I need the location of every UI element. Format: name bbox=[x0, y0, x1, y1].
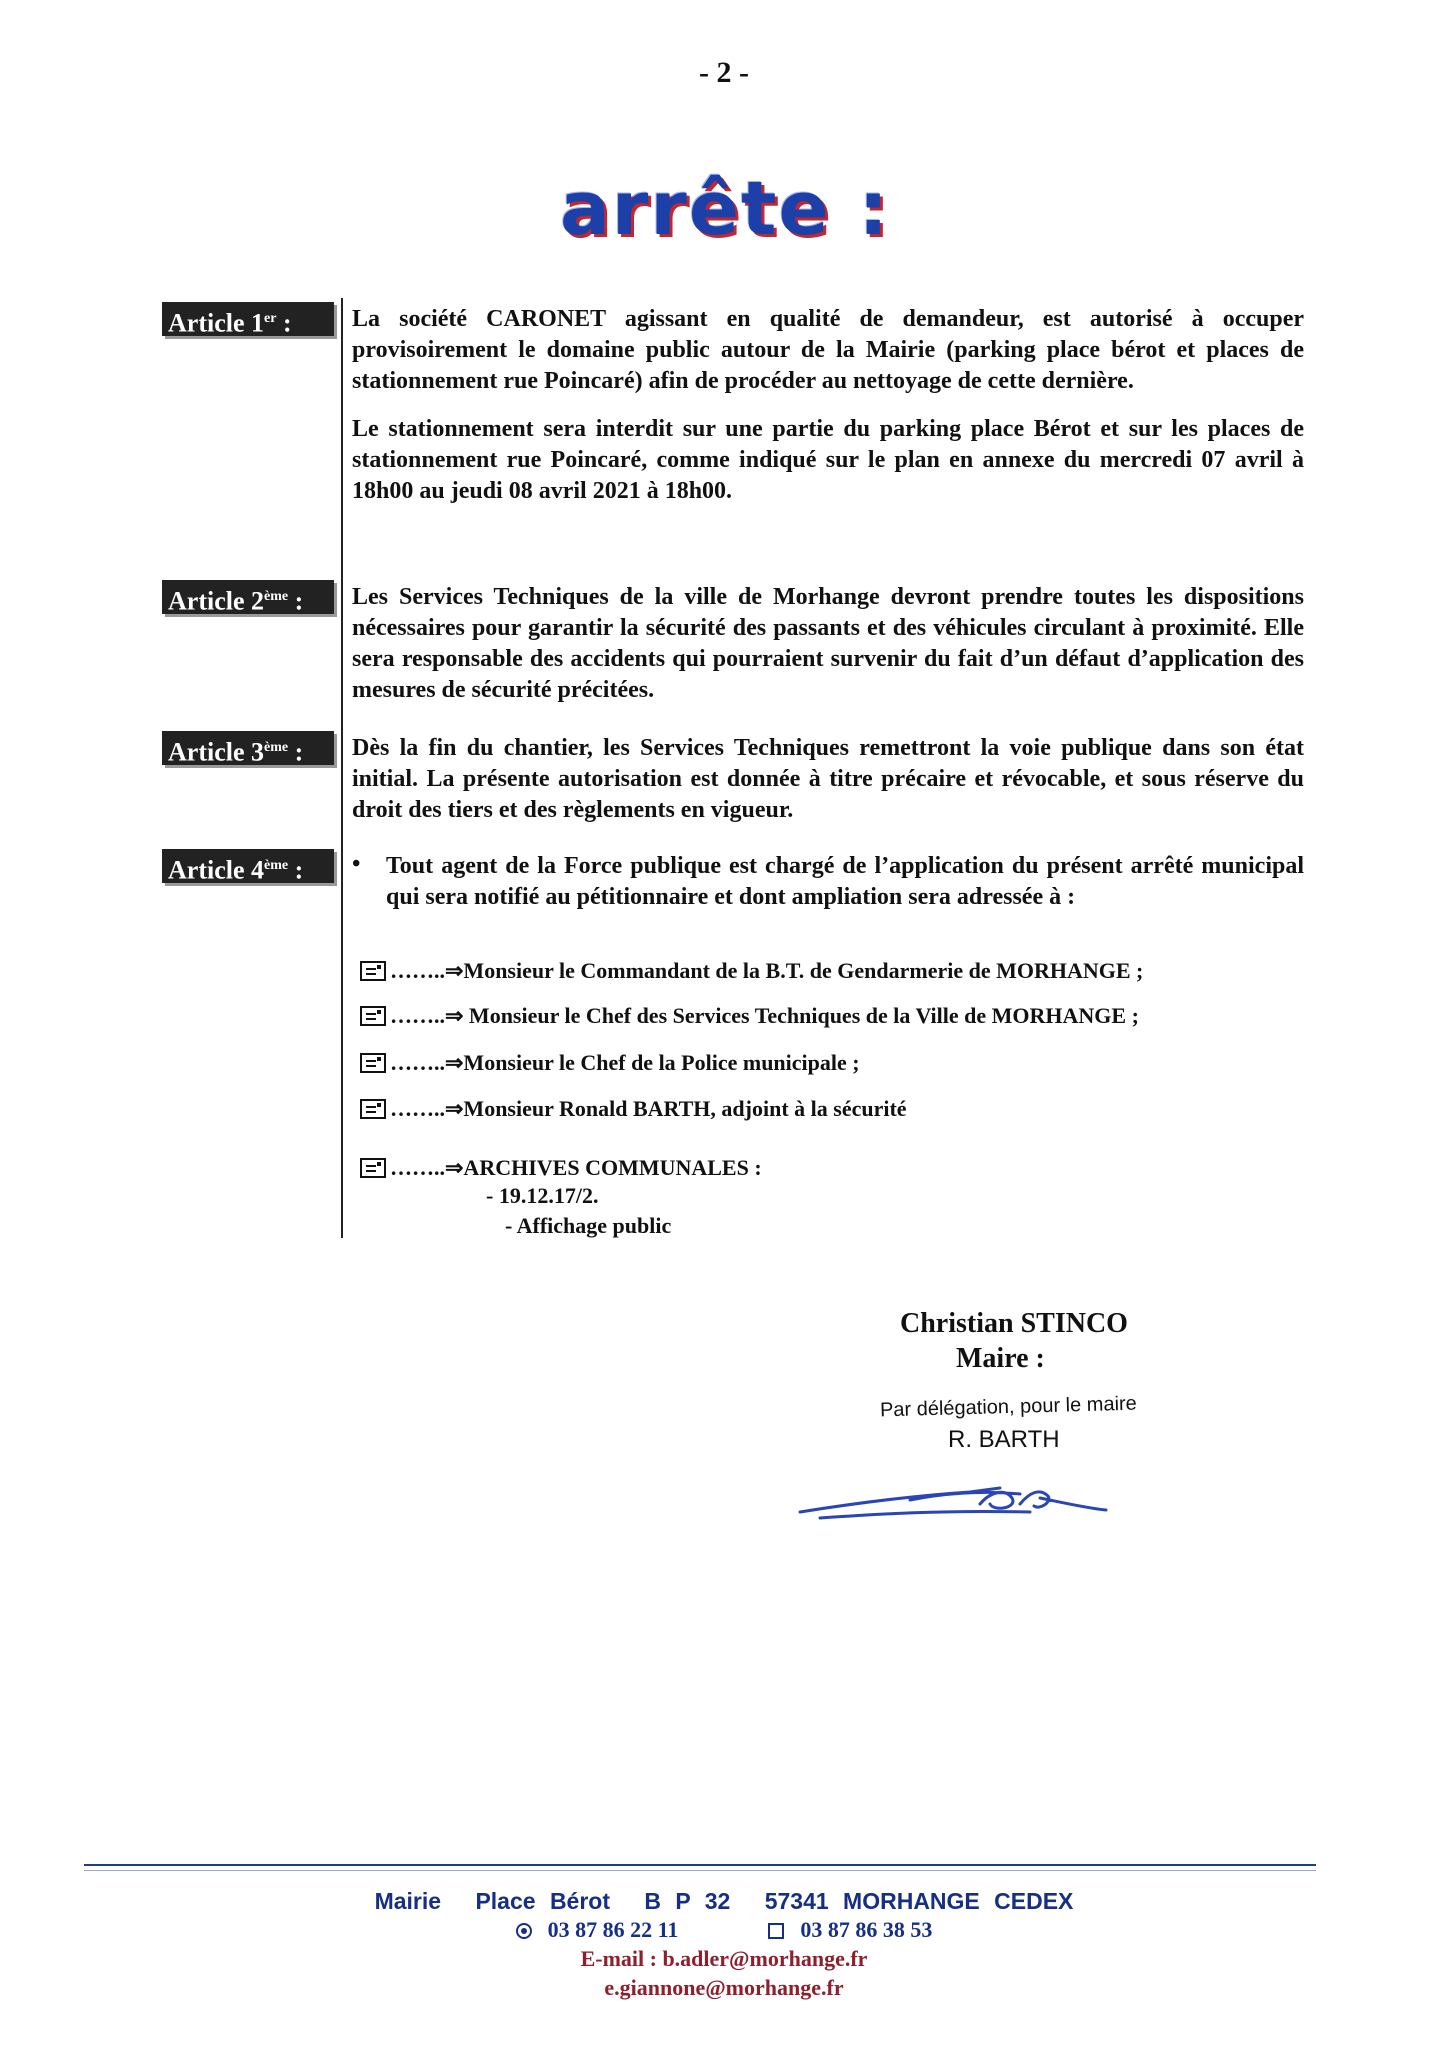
article-2-label bbox=[162, 580, 334, 614]
article-4-body: Tout agent de la Force publique est chargé de l’application du présent arrêté municipal qui sera notifié au pétitionnaire et dont ampliation sera adressée à : bbox=[386, 853, 1304, 910]
footer-address bbox=[0, 1888, 1448, 1915]
mail-icon bbox=[360, 961, 386, 981]
footer-rule bbox=[84, 1864, 1316, 1866]
footer-phone: 03 87 86 22 11 bbox=[547, 1917, 679, 1942]
phone-icon bbox=[516, 1923, 532, 1939]
article-2-paragraph-1: Les Services Techniques de la ville de Morhange devront prendre toutes les dispositions nécessaires pour garantir la sécurité des passants et des véhicules circulant à proximité. Elle sera responsable des accidents qui pourraient survenir du fait d’un défaut d’application des mesures de sécurité précitées. bbox=[352, 584, 1304, 703]
article-3-paragraph-1: Dès la fin du chantier, les Services Techniques remettront la voie publique dans son état initial. La présente autorisation est donnée à titre précaire et révocable, et sous réserve du droit des tiers et des règlements en vigueur. bbox=[352, 735, 1304, 823]
footer-address-part: B P 32 bbox=[644, 1888, 731, 1914]
delegate-initials: R. BARTH bbox=[948, 1426, 1060, 1453]
article-2-body bbox=[352, 582, 1304, 706]
article-label-colon: : bbox=[288, 586, 304, 616]
footer-address-part: Mairie bbox=[374, 1888, 442, 1914]
article-3-label bbox=[162, 731, 334, 765]
distribution-item bbox=[360, 1000, 1139, 1032]
mail-icon bbox=[360, 1053, 386, 1073]
article-label-main: Article 3 bbox=[168, 737, 265, 767]
distribution-item bbox=[360, 955, 1143, 987]
article-label-colon: : bbox=[288, 737, 304, 767]
article-label-colon: : bbox=[276, 308, 292, 338]
article-4-label bbox=[162, 849, 334, 883]
article-label-main: Article 2 bbox=[168, 586, 265, 616]
article-label-main: Article 1 bbox=[168, 308, 265, 338]
article-margin-rule bbox=[341, 298, 343, 1238]
distribution-item bbox=[360, 1152, 762, 1184]
bullet-icon: • bbox=[352, 851, 361, 877]
distribution-text: ……..⇒Monsieur Ronald BARTH, adjoint à la sécurité bbox=[390, 1096, 907, 1121]
article-1-paragraph-1: La société CARONET agissant en qualité de demandeur, est autorisé à occuper provisoirement le domaine public autour de la Mairie (parking place bérot et places de stationnement rue Poincaré) afin de procéder au nettoyage de cette dernière. bbox=[352, 306, 1304, 394]
footer-email-secondary: e.giannone@morhange.fr bbox=[604, 1975, 844, 2000]
document-title: arrête : bbox=[560, 166, 891, 252]
article-1-label bbox=[162, 302, 334, 336]
fax-icon bbox=[768, 1923, 784, 1939]
footer-email: E-mail : b.adler@morhange.fr bbox=[580, 1946, 868, 1971]
footer-fax: 03 87 86 38 53 bbox=[800, 1917, 933, 1942]
mail-icon bbox=[360, 1006, 386, 1026]
article-label-sup: ème bbox=[264, 589, 289, 604]
mail-icon bbox=[360, 1099, 386, 1119]
article-label-main: Article 4 bbox=[168, 855, 265, 885]
handwritten-signature bbox=[790, 1474, 1110, 1524]
page-number: - 2 - bbox=[699, 56, 749, 89]
distribution-text: ……..⇒ Monsieur le Chef des Services Techniques de la Ville de MORHANGE ; bbox=[390, 1003, 1139, 1028]
footer-contacts bbox=[0, 1917, 1448, 1943]
archives-item: - 19.12.17/2. bbox=[486, 1183, 599, 1208]
article-label-sup: ème bbox=[264, 858, 289, 873]
footer-rule-secondary bbox=[84, 1870, 1316, 1871]
footer-address-part: Place Bérot bbox=[475, 1888, 611, 1914]
distribution-item bbox=[360, 1047, 860, 1079]
article-label-colon: : bbox=[288, 855, 304, 885]
distribution-text: ……..⇒ARCHIVES COMMUNALES : bbox=[390, 1155, 762, 1180]
signatory-role: Maire : bbox=[956, 1343, 1045, 1374]
archives-item: - Affichage public bbox=[505, 1213, 672, 1238]
distribution-text: ……..⇒Monsieur le Commandant de la B.T. de Gendarmerie de MORHANGE ; bbox=[390, 958, 1144, 983]
signatory-name: Christian STINCO bbox=[900, 1308, 1128, 1339]
distribution-item bbox=[360, 1093, 907, 1125]
article-3-body bbox=[352, 733, 1304, 826]
mail-icon bbox=[360, 1158, 386, 1178]
article-1-body bbox=[352, 304, 1304, 507]
distribution-text: ……..⇒Monsieur le Chef de la Police municipale ; bbox=[390, 1050, 860, 1075]
article-1-paragraph-2: Le stationnement sera interdit sur une partie du parking place Bérot et sur les places de stationnement rue Poincaré, comme indiqué sur le plan en annexe du mercredi 07 avril à 18h00 au jeudi 08 avril 2021 à 18h00. bbox=[352, 416, 1304, 504]
article-label-sup: er bbox=[264, 311, 277, 326]
footer-address-part: 57341 MORHANGE CEDEX bbox=[764, 1888, 1074, 1914]
article-label-sup: ème bbox=[264, 740, 289, 755]
delegation-note: Par délégation, pour le maire bbox=[879, 1392, 1138, 1422]
